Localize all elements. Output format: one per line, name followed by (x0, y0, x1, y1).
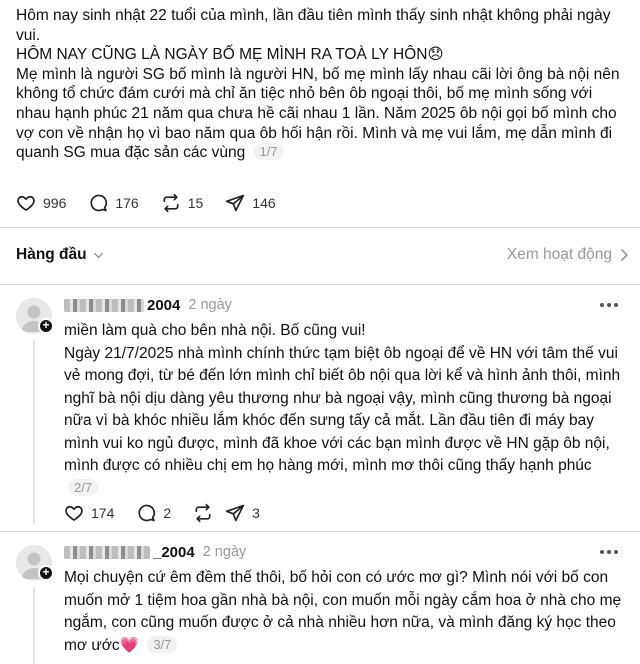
comment-icon (88, 193, 108, 213)
repost-icon (193, 503, 213, 523)
more-options-icon[interactable] (600, 550, 618, 554)
post-body (16, 6, 628, 163)
more-options-icon[interactable] (600, 303, 618, 307)
share-count: 3 (252, 505, 260, 521)
reply-item (0, 531, 640, 664)
comment-icon (136, 503, 156, 523)
comment-count: 176 (115, 195, 139, 211)
reply-text: miền làm quà cho bên nhà nội. Bố cũng vui! Ngày 21/7/2025 nhà mình chính thức tạm biệt ôb ngoại để về HN với tâm thế vui vẻ mong đợi, từ bé đến lớn mình chỉ biết ôb nội qua lời kể và hình ảnh thôi, mình nghĩ bà nội dịu dàng yêu thương như bà ngoại vậy, mình cũng thương bà ngoại nữa vì bà khóc nhiều lắm khóc đến sưng tấy cả mắt. Lần đầu tiên đi máy bay mình vui ko ngủ được, mình đã khoe với các bạn mình được về HN gặp ôb nội, mình được có nhiều chị em họ hàng mới, mình mơ thôi cũng thấy hạnh phúc 2/7 (64, 322, 621, 495)
share-count: 146 (252, 195, 276, 211)
comment-count: 2 (163, 505, 172, 521)
repost-button[interactable] (193, 503, 213, 523)
heart-icon (64, 503, 84, 523)
username[interactable]: 2004 (147, 296, 181, 314)
repost-icon (161, 193, 181, 213)
thread-line (33, 587, 35, 664)
chevron-down-icon (93, 250, 104, 261)
replies-header (16, 240, 628, 270)
send-icon (225, 193, 245, 213)
blurred-name (64, 299, 144, 312)
thread-line (33, 340, 35, 523)
reply-item (0, 284, 640, 531)
post-line-1: Hôm nay sinh nhật 22 tuổi của mình, lần đầu tiên mình thấy sinh nhật không phải ngày vui. (16, 7, 615, 44)
blurred-name (64, 546, 150, 559)
repost-count: 15 (187, 195, 204, 211)
comment-button[interactable] (136, 503, 171, 523)
post-line-3: Mẹ mình là người SG bố mình là người HN, bố mẹ mình lấy nhau cãi lời ông bà nội nên không tổ chức đám cưới mà chỉ ăn tiệc nhỏ bên ôb ngoại thôi, bố mẹ mình sống với nhau hạnh phúc 21 năm qua chưa hề cãi nhau 1 lần. Năm 2025 ôb nội gọi bố mình cho vợ con về nhận họ vì bao năm qua ôb hối hận rồi. Mình và mẹ vui lắm, mẹ dẫn mình đi quanh SG mua đặc sản các vùng (16, 65, 624, 162)
reply-header (64, 295, 232, 315)
reply-page-indicator: 2/7 (68, 479, 98, 496)
like-button[interactable] (64, 503, 114, 523)
view-activity-label: Xem hoạt động (506, 246, 612, 263)
reply-page-indicator: 3/7 (147, 636, 177, 653)
reply-header (64, 542, 246, 562)
timestamp: 2 ngày (202, 544, 247, 560)
send-icon (225, 503, 245, 523)
sort-dropdown[interactable] (16, 246, 104, 264)
pink-heart-emoji: 💗 (119, 636, 139, 654)
follow-plus-icon[interactable]: + (38, 318, 54, 334)
post (16, 6, 628, 163)
chevron-right-icon (620, 249, 628, 261)
repost-button[interactable] (161, 193, 204, 213)
share-button[interactable] (225, 193, 275, 213)
divider (0, 227, 640, 228)
username[interactable]: _2004 (153, 543, 195, 561)
sort-label: Hàng đầu (16, 246, 87, 263)
follow-plus-icon[interactable]: + (38, 565, 54, 581)
comment-button[interactable] (88, 193, 138, 213)
like-count: 996 (43, 195, 67, 211)
timestamp: 2 ngày (188, 297, 232, 313)
reply-actions (64, 503, 282, 523)
reply-text: Mọi chuyện cứ êm đềm thế thôi, bố hỏi con có ước mơ gì? Mình nói với bố con muốn mở 1 tiệm hoa gần nhà bà nội, con muốn mỗi ngày cắm hoa ở nhà cho mẹ ngắm, con cũng muốn được ở cả nhà nhiều hơn nữa, và mình đăng ký học theo mơ ước💗 3/7 (64, 569, 626, 654)
post-actions (16, 193, 298, 213)
view-activity-link[interactable] (507, 246, 628, 264)
post-page-indicator: 1/7 (254, 143, 284, 160)
like-count: 174 (91, 505, 115, 521)
heart-icon (16, 193, 36, 213)
like-button[interactable] (16, 193, 66, 213)
share-button[interactable] (225, 503, 260, 523)
post-line-2: HÔM NAY CŨNG LÀ NGÀY BỐ MẸ MÌNH RA TOÀ LY HÔN😞 (16, 46, 444, 64)
